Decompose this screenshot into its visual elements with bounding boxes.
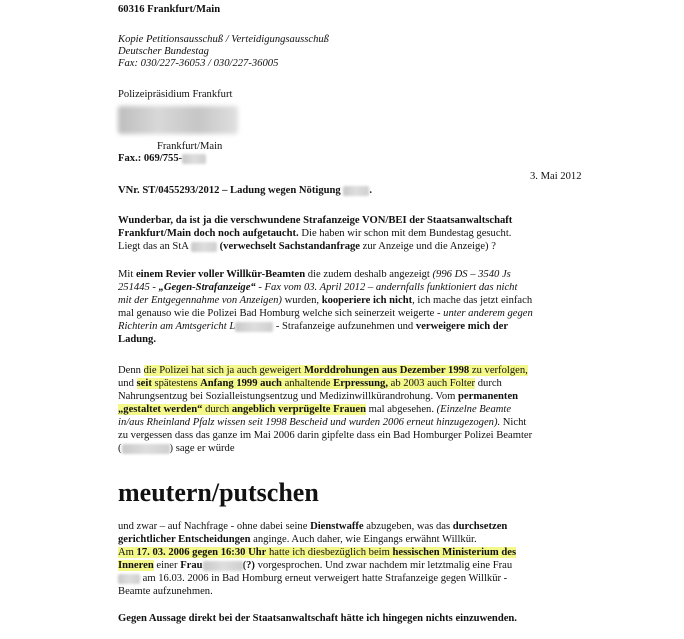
redacted-address bbox=[118, 106, 238, 134]
redacted-name bbox=[343, 186, 369, 196]
p3-line5: in/aus Rheinland Pfalz wissen seit 1998 Bescheid und wurden 2006 erneut hinzugezogen). Nicht bbox=[118, 417, 527, 428]
p4-line2: gerichtlicher Entscheidungen anginge. Auch daher, wie Eingangs erwähnt Willkür. bbox=[118, 534, 477, 545]
p2-line4: mal genauso wie die Polizei Bad Homburg welche sich seinerzeit weigerte - unter anderem gegen bbox=[118, 308, 533, 319]
redacted-name bbox=[203, 561, 243, 571]
section-heading: meutern/putschen bbox=[118, 478, 319, 507]
p4-line5: am 16.03. 2006 in Bad Homburg erneut verweigert hatte Strafanzeige gegen Willkür - bbox=[118, 572, 507, 585]
closing-line: Gegen Aussage direkt bei der Staatsanwaltschaft hätte ich hingegen nichts einzuwenden. bbox=[118, 613, 517, 624]
p1-line2: Frankfurt/Main doch noch aufgetaucht. Die haben wir schon mit dem Bundestag gesucht. bbox=[118, 228, 512, 239]
p3-line1: Denn die Polizei hat sich ja auch geweigert Morddrohungen aus Dezember 1998 zu verfolgen, bbox=[118, 365, 528, 376]
p2-line2: 251445 - „Gegen-Strafanzeige“ - Fax vom 03. April 2012 – andernfalls funktioniert das nicht bbox=[118, 282, 518, 293]
redacted-name bbox=[235, 322, 273, 332]
bundestag-fax: Fax: 030/227-36053 / 030/227-36005 bbox=[118, 58, 279, 69]
redacted-name bbox=[118, 574, 140, 584]
recipient-city: Frankfurt/Main bbox=[157, 141, 223, 152]
sender-city: 60316 Frankfurt/Main bbox=[118, 4, 221, 15]
p3-line6: zu vergessen dass das ganze im Mai 2006 darin gipfelte dass ein Bad Homburger Polizei Beamter bbox=[118, 430, 533, 441]
letter-date: 3. Mai 2012 bbox=[530, 171, 582, 182]
p1-line1: Wunderbar, da ist ja die verschwundene Strafanzeige VON/BEI der Staatsanwaltschaft bbox=[118, 215, 513, 226]
p2-line6: Ladung. bbox=[118, 334, 156, 345]
subject-line: VNr. ST/0455293/2012 – Ladung wegen Nötigung . bbox=[118, 185, 373, 196]
p3-line2: und seit spätestens Anfang 1999 auch anhaltende Erpressung, ab 2003 auch Folter durch bbox=[118, 378, 502, 389]
recipient-fax: Fax.: 069/755- bbox=[118, 152, 206, 165]
recipient-name: Polizeipräsidium Frankfurt bbox=[118, 89, 233, 100]
p4-line6: Beamte aufzunehmen. bbox=[118, 586, 213, 597]
p3-line7: ( ) sage er würde bbox=[118, 443, 235, 454]
p2-line3: mit der Entgegennahme von Anzeigen) wurden, kooperiere ich nicht, ich mache das jetzt einfach bbox=[118, 295, 533, 306]
redacted-name bbox=[191, 242, 217, 252]
p2-line1: Mit einem Revier voller Willkür-Beamten die zudem deshalb angezeigt (996 DS – 3540 Js bbox=[118, 269, 511, 280]
p4-line3: Am 17. 03. 2006 gegen 16:30 Uhr hatte ich diesbezüglich beim hessischen Ministerium des bbox=[118, 547, 517, 558]
p3-line4: „gestaltet werden“ durch angeblich verprügelte Frauen mal abgesehen. (Einzelne Beamte bbox=[118, 404, 512, 415]
p3-line3: Nahrungsentzug bei Sozialleistungsentzug und Medizinwillkürandrohung. Vom permanenten bbox=[118, 391, 519, 402]
redacted-name bbox=[122, 444, 170, 454]
p2-line5: Richterin am Amtsgericht L - Strafanzeige aufzunehmen und verweigere mich der bbox=[118, 321, 509, 332]
p4-line1: und zwar – auf Nachfrage - ohne dabei seine Dienstwaffe abzugeben, was das durchsetzen bbox=[118, 521, 508, 532]
p1-line3: Liegt das an StA (verwechselt Sachstandanfrage zur Anzeige und die Anzeige) ? bbox=[118, 241, 496, 252]
copy-line: Kopie Petitionsausschuß / Verteidigungsausschuß bbox=[118, 34, 329, 45]
redacted-fax bbox=[182, 154, 206, 164]
bundestag-line: Deutscher Bundestag bbox=[118, 46, 209, 57]
p4-line4: Inneren einer Frau (?) vorgesprochen. Und zwar nachdem mir letztmalig eine Frau bbox=[118, 560, 513, 571]
